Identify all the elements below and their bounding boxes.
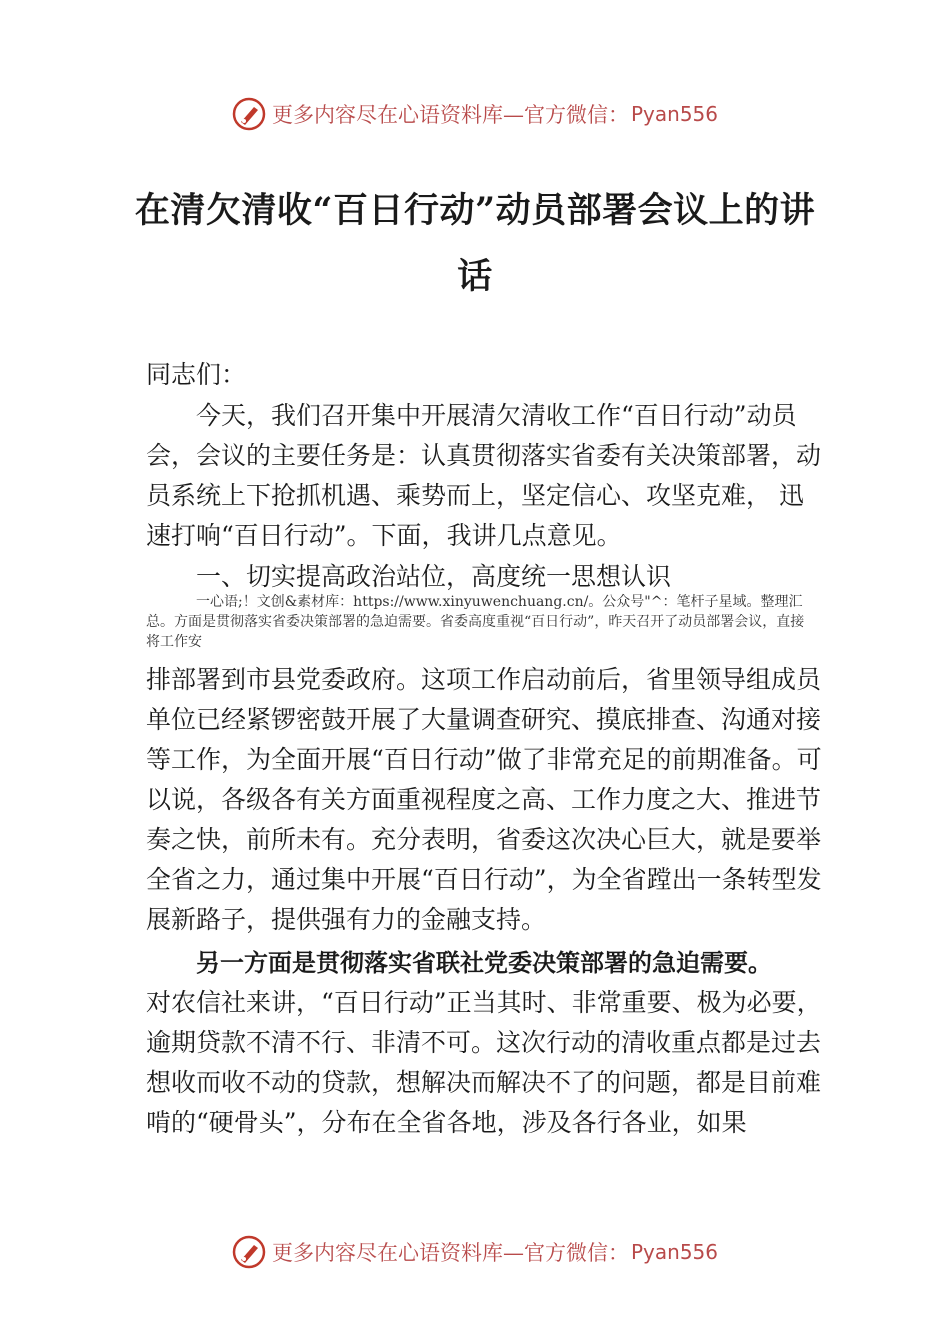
banner-text: 更多内容尽在心语资料库—官方微信： xyxy=(271,1241,629,1265)
footer-banner xyxy=(0,1232,950,1272)
pen-nib-logo-icon xyxy=(232,1235,266,1269)
greeting: 同志们： xyxy=(146,360,247,389)
document-title: 在清欠清收“百日行动”动员部署会议上的讲话 xyxy=(134,190,816,297)
paragraph-2 xyxy=(146,660,826,940)
banner-wechat-id: Pyan556 xyxy=(630,1240,718,1264)
source-note xyxy=(146,592,806,652)
banner-text: 更多内容尽在心语资料库—官方微信： xyxy=(271,103,629,127)
paragraph-2-text: 排部署到市县党委政府。这项工作启动前后，省里领导组成员单位已经紧锣密鼓开展了大量调查研究、摸底排查、沟通对接等工作，为全面开展“百日行动”做了非常充足的前期准备。可以说，各级各有关方面重视程度之高、工作力度之大、推进节奏之快，前所未有。充分表明，省委这次决心巨大，就是要举全省之力，通过集中开展“百日行动”，为全省蹚出一条转型发展新路子，提供强有力的金融支持。 xyxy=(146,665,822,934)
paragraph-1-text: 今天，我们召开集中开展清欠清收工作“百日行动”动员会，会议的主要任务是：认真贯彻落实省委有关决策部署，动员系统上下抢抓机遇、乘势而上，坚定信心、攻坚克难， 迅速打响“百日行动”。下面，我讲几点意见。 xyxy=(146,401,822,550)
source-note-text: 一心语;！文创&素材库：https://www.xinyuwenchuang.cn/。公众号"^：笔杆子星域。整理汇总。方面是贯彻落实省委决策部署的急迫需要。省委高度重视“百日行动”，昨天召开了动员部署会议，直接将工作安 xyxy=(146,594,805,650)
paragraph-3-lead: 另一方面是贯彻落实省联社党委决策部署的急迫需要。 xyxy=(196,949,772,977)
paragraph-1 xyxy=(146,396,826,556)
paragraph-3-text: 对农信社来讲，“百日行动”正当其时、非常重要、极为必要，逾期贷款不清不行、非清不可。这次行动的清收重点都是过去想收而收不动的贷款，想解决而解决不了的问题，都是目前难啃的“硬骨头”，分布在全省各地，涉及各行各业，如果 xyxy=(146,988,822,1137)
header-banner xyxy=(0,94,950,134)
paragraph-3 xyxy=(146,943,826,1143)
banner-wechat-id: Pyan556 xyxy=(630,102,718,126)
pen-nib-logo-icon xyxy=(232,97,266,131)
section-heading-1: 一、切实提高政治站位，高度统一思想认识 xyxy=(196,562,672,591)
